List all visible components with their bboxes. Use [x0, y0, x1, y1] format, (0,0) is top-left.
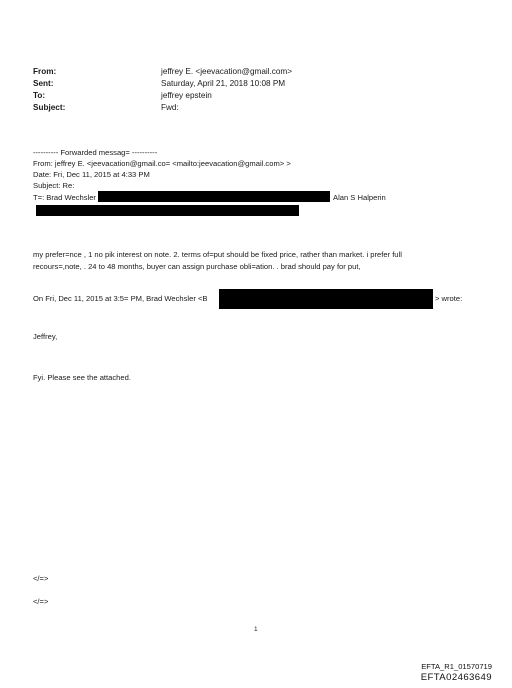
redaction-bar: [36, 205, 299, 216]
quote-greeting: Jeffrey,: [33, 332, 58, 341]
subject-label: Subject:: [33, 103, 66, 112]
from-label: From:: [33, 67, 57, 76]
message-line-1: my prefer=nce , 1 no pik interest on note. 2. terms of=put should be fixed price, rather than market. i prefer full: [33, 250, 402, 259]
forwarded-to-prefix: T=: Brad Wechsler: [33, 193, 96, 202]
quote-attribution-suffix: > wrote:: [435, 294, 463, 303]
redaction-bar: [98, 191, 330, 202]
quote-body: Fyi. Please see the attached.: [33, 373, 131, 382]
page-number: 1: [254, 626, 258, 633]
forwarded-subject-line: Subject: Re:: [33, 181, 75, 190]
footer-id-2: EFTA02463649: [420, 672, 492, 683]
sent-value: Saturday, April 21, 2018 10:08 PM: [161, 79, 286, 88]
footer-id-1: EFTA_R1_01570719: [421, 662, 492, 671]
forwarded-separator: ---------- Forwarded messag= ----------: [33, 148, 158, 157]
redaction-bar: [219, 289, 433, 309]
trailing-tag: </=>: [33, 597, 49, 606]
trailing-tag: </=>: [33, 574, 49, 583]
from-value: jeffrey E. <jeevacation@gmail.com>: [161, 67, 293, 76]
quote-attribution-prefix: On Fri, Dec 11, 2015 at 3:5= PM, Brad Wechsler <B: [33, 294, 208, 303]
forwarded-from-line: From: jeffrey E. <jeevacation@gmail.co= <mailto:jeevacation@gmail.com> >: [33, 159, 291, 168]
message-line-2: recours=,note, . 24 to 48 months, buyer can assign purchase obli=ation. . brad should pay for put,: [33, 262, 361, 271]
forwarded-to-suffix: Alan S Halperin: [333, 193, 386, 202]
forwarded-date-line: Date: Fri, Dec 11, 2015 at 4:33 PM: [33, 170, 150, 179]
sent-label: Sent:: [33, 79, 54, 88]
to-label: To:: [33, 91, 46, 100]
subject-value: Fwd:: [161, 103, 179, 112]
to-value: jeffrey epstein: [161, 91, 212, 100]
